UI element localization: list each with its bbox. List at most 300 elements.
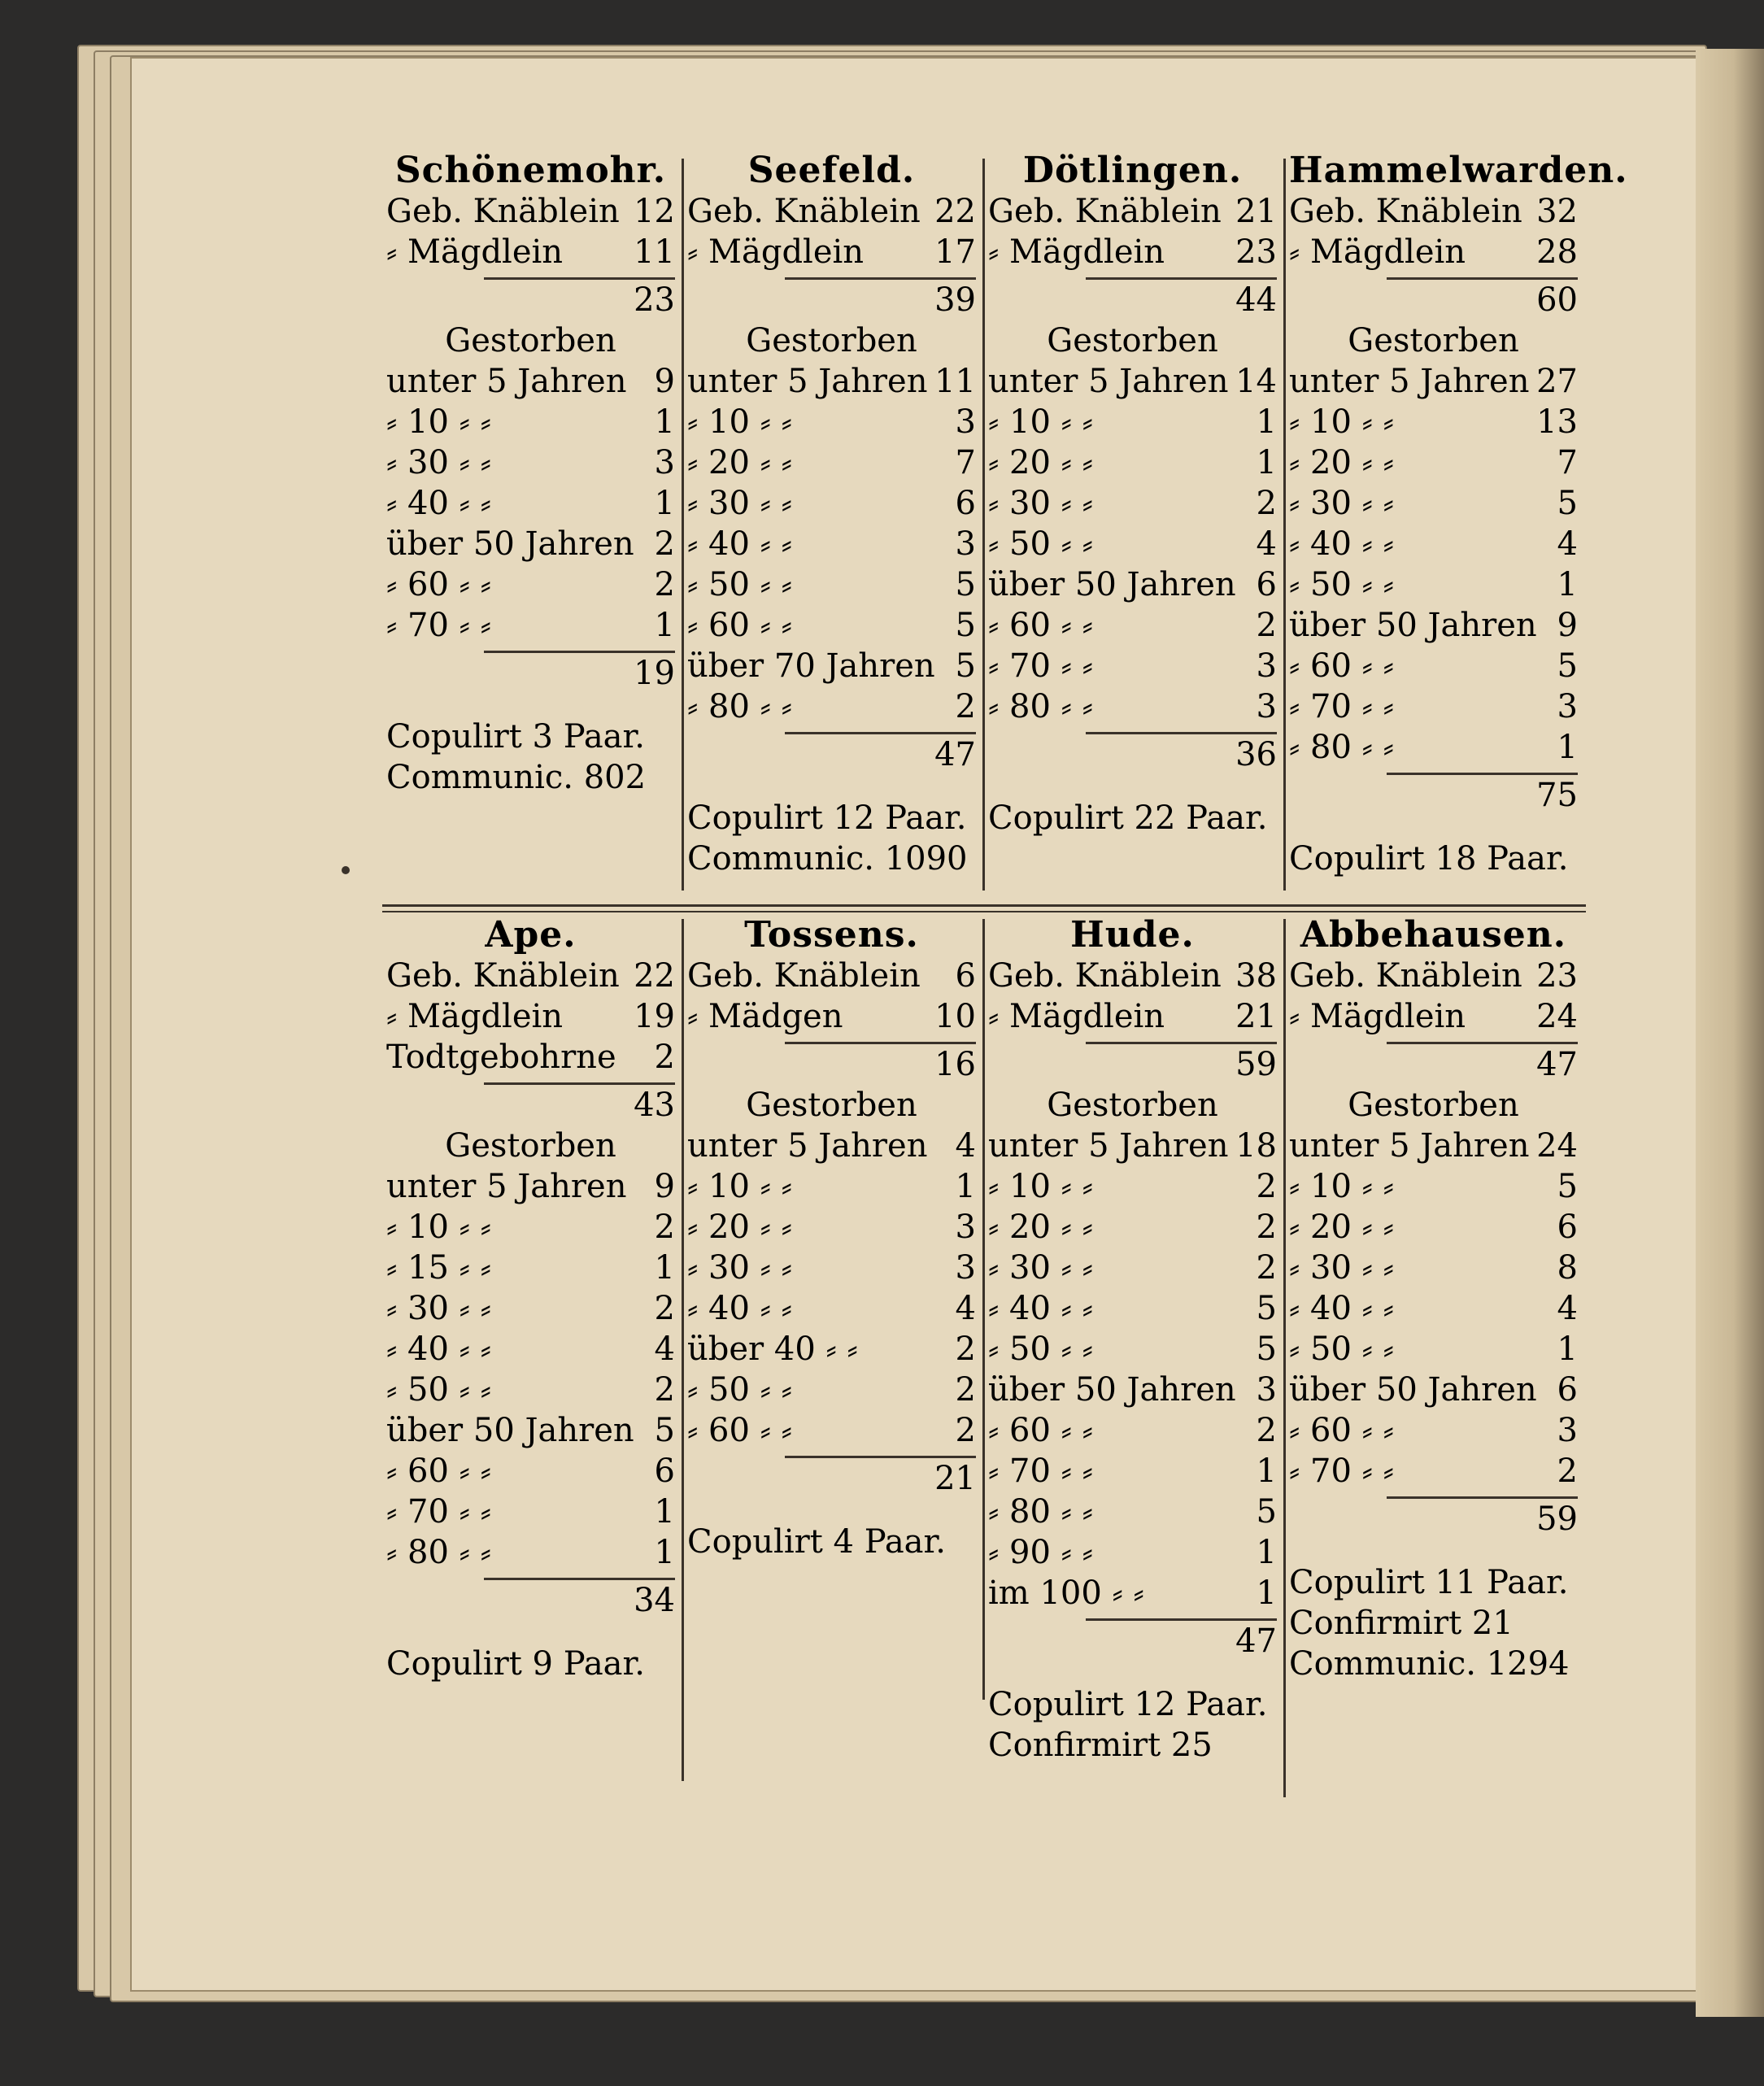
parish-note: Copulirt 11 Paar. (1289, 1564, 1569, 1601)
birth-count: 2 (654, 1039, 675, 1076)
death-age-label: ⸗ 20 ⸗ ⸗ (687, 444, 793, 481)
death-count: 6 (1557, 1371, 1578, 1409)
spacer (988, 775, 1277, 798)
birth-label: ⸗ Mädgen (687, 998, 843, 1035)
death-age-label: ⸗ 50 ⸗ ⸗ (1289, 1330, 1395, 1368)
parish-name: Tossens. (744, 914, 919, 956)
parish-note: Communic. 802 (386, 759, 647, 796)
death-count: 1 (1256, 444, 1277, 481)
death-row (1289, 605, 1578, 646)
section-divider (382, 904, 1586, 907)
birth-total: 23 (484, 277, 675, 320)
death-count: 3 (955, 403, 976, 441)
parish-block (1289, 915, 1578, 1684)
death-row (1289, 686, 1578, 727)
death-count: 11 (934, 363, 976, 400)
death-age-label: ⸗ 20 ⸗ ⸗ (1289, 444, 1395, 481)
parish-block (1289, 150, 1628, 879)
birth-label: Geb. Knäblein (1289, 957, 1522, 995)
death-age-label: ⸗ 70 ⸗ ⸗ (386, 1493, 492, 1531)
death-count: 5 (1557, 1168, 1578, 1205)
birth-count: 17 (934, 233, 976, 271)
death-age-label: ⸗ 60 ⸗ ⸗ (1289, 1412, 1395, 1449)
death-age-label: über 50 Jahren (386, 525, 634, 563)
birth-label: ⸗ Mägdlein (1289, 233, 1466, 271)
parish-block (988, 915, 1277, 1766)
column-divider (982, 159, 985, 891)
birth-row (687, 996, 976, 1037)
death-age-label: ⸗ 30 ⸗ ⸗ (988, 485, 1094, 522)
death-row (1289, 1207, 1578, 1248)
spacer (1289, 1539, 1578, 1562)
death-age-label: ⸗ 70 ⸗ ⸗ (988, 647, 1094, 685)
death-count: 2 (1256, 1249, 1277, 1287)
death-row (687, 442, 976, 483)
death-age-label: unter 5 Jahren (386, 363, 627, 400)
death-age-label: über 40 ⸗ ⸗ (687, 1330, 858, 1368)
death-age-label: ⸗ 10 ⸗ ⸗ (687, 403, 793, 441)
death-count: 1 (1557, 729, 1578, 766)
death-age-label: unter 5 Jahren (988, 363, 1229, 400)
death-row (988, 1329, 1277, 1370)
book-binding (1696, 49, 1764, 2017)
death-age-label: ⸗ 20 ⸗ ⸗ (1289, 1208, 1395, 1246)
parish-name: Schönemohr. (394, 150, 667, 191)
birth-row (988, 956, 1277, 996)
death-count: 9 (654, 1168, 675, 1205)
death-age-label: ⸗ 60 ⸗ ⸗ (386, 1452, 492, 1490)
death-total: 36 (1086, 732, 1277, 775)
birth-label: ⸗ Mägdlein (386, 233, 564, 271)
death-count: 9 (654, 363, 675, 400)
death-count: 3 (654, 444, 675, 481)
birth-label: Todtgebohrne (386, 1039, 616, 1076)
death-total: 47 (785, 732, 976, 775)
death-age-label: im 100 ⸗ ⸗ (988, 1574, 1144, 1612)
death-total: 47 (1086, 1618, 1277, 1661)
death-age-label: ⸗ 50 ⸗ ⸗ (687, 566, 793, 603)
death-age-label: ⸗ 40 ⸗ ⸗ (687, 525, 793, 563)
birth-row (386, 1037, 675, 1078)
column-divider (682, 159, 684, 891)
death-row (988, 402, 1277, 442)
death-row (386, 1370, 675, 1410)
death-row (386, 1410, 675, 1451)
deaths-heading: Gestorben (445, 322, 616, 359)
death-row (386, 1166, 675, 1207)
death-count: 5 (955, 566, 976, 603)
death-count: 6 (955, 485, 976, 522)
death-row (386, 564, 675, 605)
death-count: 5 (1557, 485, 1578, 522)
birth-row (386, 191, 675, 232)
death-row (386, 1288, 675, 1329)
death-row (386, 1532, 675, 1573)
death-total: 19 (484, 651, 675, 694)
death-row (687, 1207, 976, 1248)
parish-name: Hammelwarden. (1289, 150, 1628, 191)
death-count: 1 (654, 607, 675, 644)
death-age-label: unter 5 Jahren (386, 1168, 627, 1205)
death-age-label: über 50 Jahren (1289, 607, 1537, 644)
death-row (386, 483, 675, 524)
birth-total: 59 (1086, 1042, 1277, 1085)
parish-name: Hude. (1070, 914, 1195, 956)
death-row (1289, 1451, 1578, 1492)
parish-note: Copulirt 22 Paar. (988, 799, 1268, 837)
parish-name: Abbehausen. (1300, 914, 1567, 956)
death-age-label: über 50 Jahren (1289, 1371, 1537, 1409)
birth-label: ⸗ Mägdlein (386, 998, 564, 1035)
death-age-label: ⸗ 70 ⸗ ⸗ (386, 607, 492, 644)
spacer (687, 1499, 976, 1522)
death-count: 7 (1557, 444, 1578, 481)
death-age-label: über 50 Jahren (988, 566, 1236, 603)
death-count: 5 (1256, 1493, 1277, 1531)
death-count: 2 (955, 1371, 976, 1409)
birth-label: Geb. Knäblein (386, 957, 620, 995)
birth-count: 21 (1235, 998, 1277, 1035)
death-row (988, 646, 1277, 686)
death-age-label: ⸗ 10 ⸗ ⸗ (1289, 403, 1395, 441)
death-count: 9 (1557, 607, 1578, 644)
death-row (988, 1410, 1277, 1451)
parish-note: Communic. 1090 (687, 840, 968, 878)
death-row (687, 524, 976, 564)
death-row (386, 524, 675, 564)
death-age-label: ⸗ 40 ⸗ ⸗ (386, 485, 492, 522)
spacer (988, 1661, 1277, 1684)
death-age-label: über 50 Jahren (386, 1412, 634, 1449)
death-age-label: ⸗ 10 ⸗ ⸗ (988, 1168, 1094, 1205)
death-total: 34 (484, 1578, 675, 1621)
death-age-label: ⸗ 80 ⸗ ⸗ (687, 688, 793, 725)
death-age-label: unter 5 Jahren (1289, 363, 1530, 400)
spacer (386, 1621, 675, 1644)
death-age-label: ⸗ 90 ⸗ ⸗ (988, 1534, 1094, 1571)
death-row (687, 402, 976, 442)
parish-note: Copulirt 12 Paar. (687, 799, 967, 837)
birth-row (1289, 996, 1578, 1037)
death-count: 2 (654, 566, 675, 603)
death-count: 3 (955, 1208, 976, 1246)
birth-label: Geb. Knäblein (687, 957, 921, 995)
birth-count: 22 (934, 193, 976, 230)
death-count: 3 (955, 525, 976, 563)
death-count: 1 (1256, 1452, 1277, 1490)
death-age-label: ⸗ 40 ⸗ ⸗ (386, 1330, 492, 1368)
birth-count: 12 (634, 193, 675, 230)
death-age-label: ⸗ 80 ⸗ ⸗ (1289, 729, 1395, 766)
birth-row (988, 996, 1277, 1037)
birth-count: 6 (955, 957, 976, 995)
death-count: 27 (1536, 363, 1578, 400)
column-divider (1283, 919, 1286, 1797)
death-count: 6 (1557, 1208, 1578, 1246)
death-count: 1 (654, 485, 675, 522)
death-row (1289, 483, 1578, 524)
death-age-label: ⸗ 50 ⸗ ⸗ (687, 1371, 793, 1409)
death-row (1289, 442, 1578, 483)
death-age-label: ⸗ 10 ⸗ ⸗ (1289, 1168, 1395, 1205)
birth-label: Geb. Knäblein (386, 193, 620, 230)
death-row (687, 1370, 976, 1410)
death-row (1289, 1410, 1578, 1451)
death-age-label: ⸗ 30 ⸗ ⸗ (687, 485, 793, 522)
death-row (687, 1288, 976, 1329)
parish-note: Copulirt 4 Paar. (687, 1523, 946, 1561)
ink-dot (342, 866, 350, 874)
death-row (1289, 1370, 1578, 1410)
death-count: 6 (1256, 566, 1277, 603)
death-age-label: ⸗ 70 ⸗ ⸗ (1289, 1452, 1395, 1490)
birth-row (687, 956, 976, 996)
death-age-label: ⸗ 40 ⸗ ⸗ (687, 1290, 793, 1327)
death-count: 1 (654, 1534, 675, 1571)
death-age-label: ⸗ 30 ⸗ ⸗ (687, 1249, 793, 1287)
death-age-label: ⸗ 10 ⸗ ⸗ (988, 403, 1094, 441)
death-age-label: ⸗ 50 ⸗ ⸗ (386, 1371, 492, 1409)
death-row (1289, 564, 1578, 605)
death-row (1289, 727, 1578, 768)
birth-label: ⸗ Mägdlein (687, 233, 865, 271)
death-row (1289, 1248, 1578, 1288)
birth-label: Geb. Knäblein (988, 193, 1222, 230)
deaths-heading: Gestorben (746, 322, 917, 359)
death-age-label: ⸗ 60 ⸗ ⸗ (687, 607, 793, 644)
deaths-heading: Gestorben (1047, 1087, 1218, 1124)
death-row (1289, 524, 1578, 564)
death-count: 2 (1256, 607, 1277, 644)
death-count: 2 (1256, 1412, 1277, 1449)
death-row (386, 1207, 675, 1248)
death-row (1289, 646, 1578, 686)
death-count: 2 (1256, 1208, 1277, 1246)
death-row (988, 1288, 1277, 1329)
parish-note: Confirmirt 25 (988, 1727, 1213, 1764)
parish-name: Seefeld. (747, 150, 916, 191)
death-row (386, 1492, 675, 1532)
death-count: 1 (1557, 1330, 1578, 1368)
death-row (988, 1451, 1277, 1492)
death-count: 4 (1256, 525, 1277, 563)
birth-total: 43 (484, 1082, 675, 1126)
death-count: 4 (654, 1330, 675, 1368)
death-age-label: ⸗ 20 ⸗ ⸗ (687, 1208, 793, 1246)
column-divider (682, 919, 684, 1781)
death-row (687, 1410, 976, 1451)
death-row (988, 605, 1277, 646)
death-age-label: ⸗ 50 ⸗ ⸗ (988, 525, 1094, 563)
death-count: 6 (654, 1452, 675, 1490)
death-count: 2 (1256, 485, 1277, 522)
death-count: 5 (1256, 1330, 1277, 1368)
death-row (687, 1126, 976, 1166)
death-row (386, 1329, 675, 1370)
death-count: 7 (955, 444, 976, 481)
birth-row (1289, 232, 1578, 272)
death-age-label: ⸗ 30 ⸗ ⸗ (1289, 1249, 1395, 1287)
spacer (386, 694, 675, 716)
parish-note: Copulirt 3 Paar. (386, 718, 645, 756)
death-row (687, 564, 976, 605)
death-count: 1 (1557, 566, 1578, 603)
death-age-label: ⸗ 60 ⸗ ⸗ (1289, 647, 1395, 685)
death-count: 14 (1235, 363, 1277, 400)
death-count: 2 (654, 525, 675, 563)
death-row (1289, 1288, 1578, 1329)
spacer (687, 775, 976, 798)
death-count: 5 (1256, 1290, 1277, 1327)
death-count: 2 (1557, 1452, 1578, 1490)
parish-note: Copulirt 12 Paar. (988, 1686, 1268, 1723)
birth-label: Geb. Knäblein (687, 193, 921, 230)
death-row (988, 1166, 1277, 1207)
birth-label: Geb. Knäblein (988, 957, 1222, 995)
death-count: 3 (1256, 688, 1277, 725)
birth-count: 28 (1536, 233, 1578, 271)
birth-row (1289, 956, 1578, 996)
death-row (988, 1248, 1277, 1288)
birth-row (988, 191, 1277, 232)
birth-label: ⸗ Mägdlein (1289, 998, 1466, 1035)
death-count: 5 (654, 1412, 675, 1449)
death-row (687, 686, 976, 727)
death-age-label: über 50 Jahren (988, 1371, 1236, 1409)
death-row (687, 361, 976, 402)
death-age-label: ⸗ 60 ⸗ ⸗ (988, 1412, 1094, 1449)
death-row (386, 442, 675, 483)
birth-total: 16 (785, 1042, 976, 1085)
death-row (988, 564, 1277, 605)
death-count: 24 (1536, 1127, 1578, 1165)
parish-name: Ape. (485, 914, 577, 956)
birth-count: 23 (1536, 957, 1578, 995)
death-count: 1 (1256, 1534, 1277, 1571)
death-row (386, 1248, 675, 1288)
death-row (386, 361, 675, 402)
death-age-label: ⸗ 10 ⸗ ⸗ (687, 1168, 793, 1205)
death-age-label: ⸗ 80 ⸗ ⸗ (988, 688, 1094, 725)
birth-row (687, 232, 976, 272)
parish-block (988, 150, 1277, 838)
death-age-label: unter 5 Jahren (687, 363, 928, 400)
death-total: 21 (785, 1456, 976, 1499)
death-count: 4 (1557, 525, 1578, 563)
death-row (988, 686, 1277, 727)
parish-note: Confirmirt 21 (1289, 1605, 1514, 1642)
death-row (1289, 1166, 1578, 1207)
deaths-heading: Gestorben (1047, 322, 1218, 359)
birth-row (386, 996, 675, 1037)
death-count: 8 (1557, 1249, 1578, 1287)
birth-count: 10 (934, 998, 976, 1035)
death-count: 2 (1256, 1168, 1277, 1205)
birth-row (988, 232, 1277, 272)
death-row (988, 1370, 1277, 1410)
death-count: 4 (1557, 1290, 1578, 1327)
parish-block (386, 915, 675, 1684)
death-age-label: unter 5 Jahren (687, 1127, 928, 1165)
death-row (988, 1532, 1277, 1573)
birth-total: 47 (1387, 1042, 1578, 1085)
death-count: 18 (1235, 1127, 1277, 1165)
death-age-label: ⸗ 80 ⸗ ⸗ (988, 1493, 1094, 1531)
death-count: 3 (955, 1249, 976, 1287)
death-count: 2 (654, 1290, 675, 1327)
birth-total: 44 (1086, 277, 1277, 320)
death-count: 5 (955, 647, 976, 685)
deaths-heading: Gestorben (746, 1087, 917, 1124)
death-age-label: ⸗ 80 ⸗ ⸗ (386, 1534, 492, 1571)
death-count: 5 (955, 607, 976, 644)
death-row (1289, 1329, 1578, 1370)
death-age-label: ⸗ 15 ⸗ ⸗ (386, 1249, 492, 1287)
death-age-label: ⸗ 20 ⸗ ⸗ (988, 444, 1094, 481)
death-row (988, 1573, 1277, 1613)
death-row (386, 402, 675, 442)
death-count: 2 (955, 1330, 976, 1368)
death-count: 1 (1256, 1574, 1277, 1612)
death-row (687, 605, 976, 646)
birth-count: 24 (1536, 998, 1578, 1035)
birth-count: 23 (1235, 233, 1277, 271)
birth-row (386, 232, 675, 272)
birth-row (687, 191, 976, 232)
death-row (988, 1492, 1277, 1532)
death-row (988, 1126, 1277, 1166)
death-count: 13 (1536, 403, 1578, 441)
death-row (687, 1329, 976, 1370)
death-age-label: ⸗ 60 ⸗ ⸗ (687, 1412, 793, 1449)
spacer (1289, 816, 1578, 838)
death-row (988, 361, 1277, 402)
deaths-heading: Gestorben (1348, 322, 1519, 359)
parish-block (687, 150, 976, 879)
birth-total: 60 (1387, 277, 1578, 320)
death-count: 3 (1256, 1371, 1277, 1409)
parish-block (386, 150, 675, 798)
death-row (988, 524, 1277, 564)
death-count: 3 (1256, 647, 1277, 685)
death-row (386, 1451, 675, 1492)
death-count: 1 (1256, 403, 1277, 441)
birth-count: 19 (634, 998, 675, 1035)
birth-count: 21 (1235, 193, 1277, 230)
death-count: 1 (654, 1493, 675, 1531)
parish-note: Copulirt 9 Paar. (386, 1645, 645, 1683)
deaths-heading: Gestorben (1348, 1087, 1519, 1124)
death-row (1289, 402, 1578, 442)
death-age-label: ⸗ 30 ⸗ ⸗ (386, 444, 492, 481)
column-divider (1283, 159, 1286, 891)
birth-count: 32 (1536, 193, 1578, 230)
death-total: 75 (1387, 773, 1578, 816)
death-row (687, 1166, 976, 1207)
birth-label: ⸗ Mägdlein (988, 998, 1165, 1035)
birth-count: 22 (634, 957, 675, 995)
death-row (687, 1248, 976, 1288)
death-count: 2 (654, 1371, 675, 1409)
death-count: 4 (955, 1127, 976, 1165)
death-age-label: ⸗ 50 ⸗ ⸗ (1289, 566, 1395, 603)
birth-total: 39 (785, 277, 976, 320)
death-age-label: ⸗ 70 ⸗ ⸗ (1289, 688, 1395, 725)
death-age-label: ⸗ 30 ⸗ ⸗ (988, 1249, 1094, 1287)
parish-name: Dötlingen. (1022, 150, 1243, 191)
death-count: 4 (955, 1290, 976, 1327)
parish-block (687, 915, 976, 1562)
